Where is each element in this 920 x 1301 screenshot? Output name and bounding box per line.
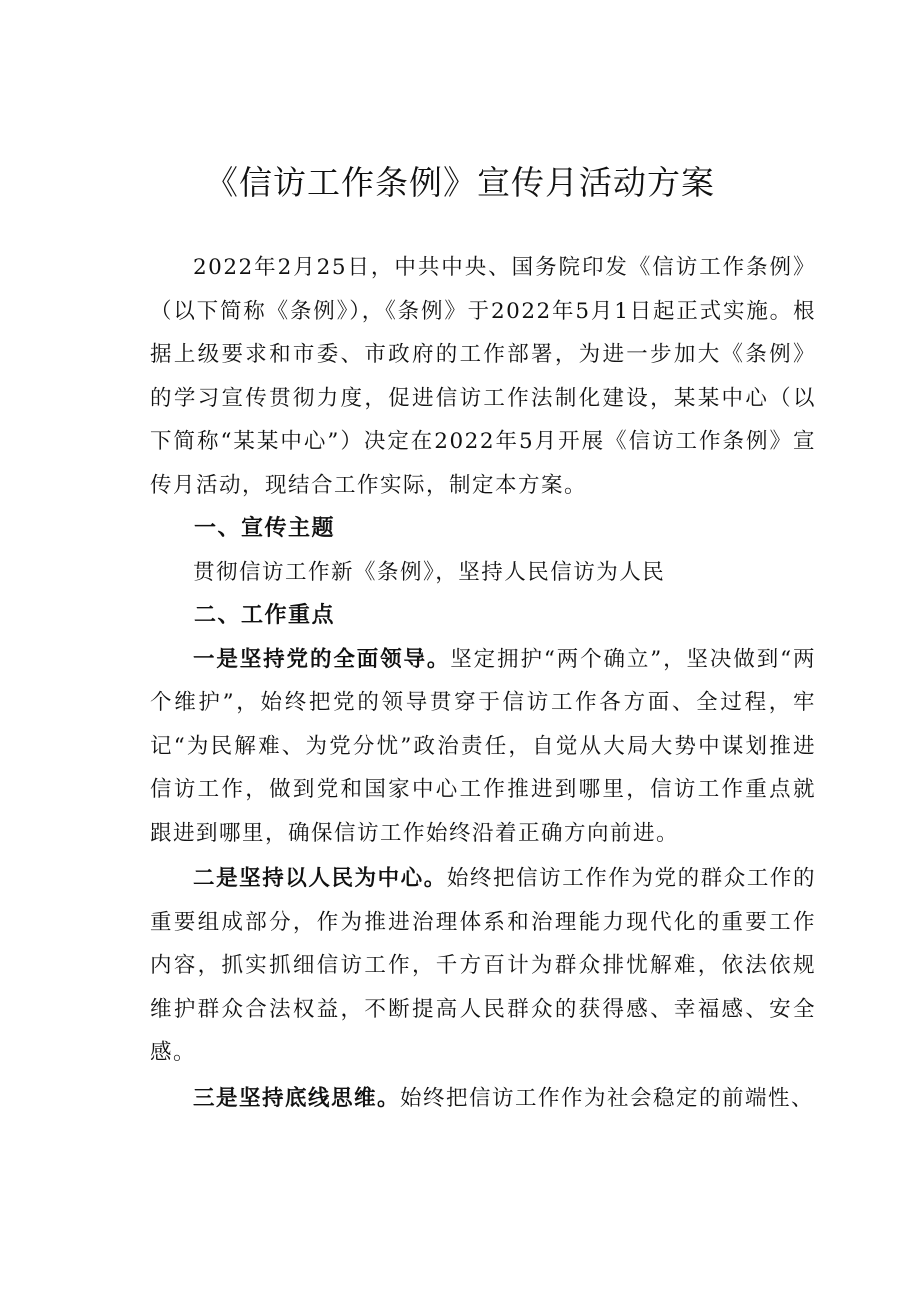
theme-paragraph: 贯彻信访工作新《条例》，坚持人民信访为人民: [193, 559, 666, 585]
focus-point-lead: 三是坚持底线思维。: [193, 1085, 401, 1111]
focus-point-text: 始终把信访工作作为党的群众工作的重要组成部分，作为推进治理体系和治理能力现代化的重要工作内容，抓实抓细信访工作，千方百计为群众排忧解难，依法依规维护群众合法权益，不断提高人民群众的获得感、幸福感、安全感。: [150, 866, 816, 1065]
section-heading-focus: 二、工作重点: [194, 603, 336, 628]
focus-point-paragraph: [150, 638, 816, 856]
focus-point-lead: 二是坚持以人民为中心。: [193, 866, 447, 891]
focus-point-lead: 一是坚持党的全面领导。: [193, 646, 451, 672]
section-heading-theme: 一、宣传主题: [194, 516, 336, 541]
focus-point-paragraph: [150, 857, 816, 1075]
focus-point-paragraph: [150, 1077, 816, 1121]
intro-paragraph: 2022年2月25日，中共中央、国务院印发《信访工作条例》（以下简称《条例》），《条例》于2022年5月1日起正式实施。根据上级要求和市委、市政府的工作部署，为进一步加大《条例》的学习宣传贯彻力度，促进信访工作法制化建设，某某中心（以下简称“某某中心”）决定在2022年5月开展《信访工作条例》宣传月活动，现结合工作实际，制定本方案。: [150, 255, 816, 498]
document-body: [150, 246, 816, 1120]
focus-point-text: 始终把信访工作作为社会稳定的前端性、: [400, 1085, 815, 1111]
focus-point-text: 坚定拥护“两个确立”，坚决做到“两个维护”，始终把党的领导贯穿于信访工作各方面、全过程，牢记“为民解难、为党分忧”政治责任，自觉从大局大势中谋划推进信访工作，做到党和国家中心工作推进到哪里，信访工作重点就跟进到哪里，确保信访工作始终沿着正确方向前进。: [150, 646, 816, 846]
document-title: 《信访工作条例》宣传月活动方案: [205, 163, 715, 202]
